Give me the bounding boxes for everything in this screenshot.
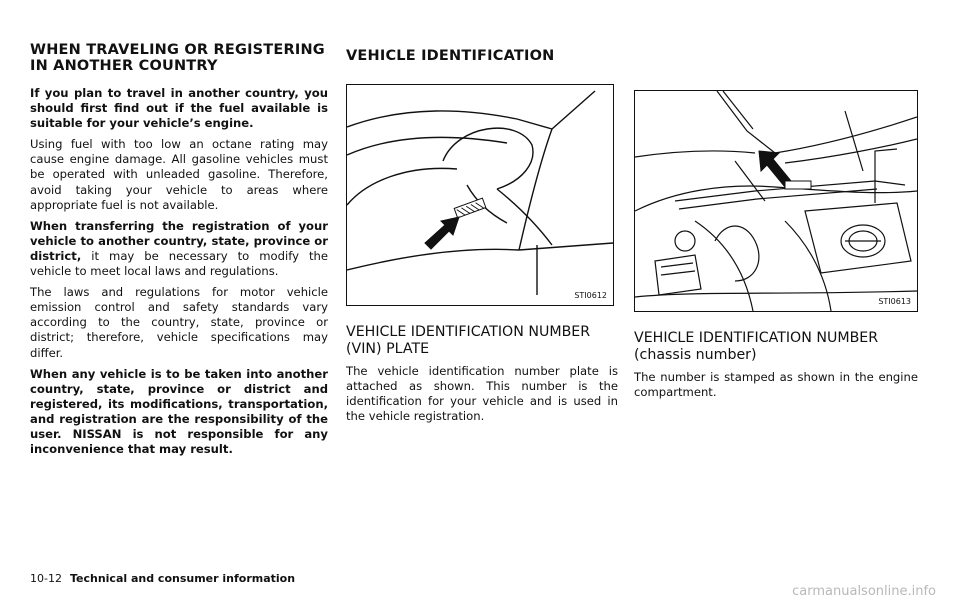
- paragraph-travel-fuel: If you plan to travel in another country, you should first find out if the fuel available is suitable for your vehicle’s engine.: [30, 86, 328, 131]
- subheading-vin-plate-line-2: (VIN) PLATE: [346, 341, 430, 357]
- vin-plate-mark: [454, 198, 486, 218]
- subheading-chassis-line-2: (chassis number): [634, 347, 757, 363]
- right-column: [634, 90, 918, 406]
- paragraph-responsibility: When any vehicle is to be taken into another country, state, province or district and registered, its modifications, transportation, and registration are the responsibility of the user. NISSAN is not responsible for any inconvenience that may result.: [30, 366, 328, 457]
- section-heading-line-2: IN ANOTHER COUNTRY: [30, 58, 218, 74]
- section-heading-vehicle-id: VEHICLE IDENTIFICATION: [346, 48, 555, 64]
- paragraph-registration-bold: When transferring the registration of your vehicle to another country, state, province or district,: [30, 218, 328, 263]
- page-footer: [30, 572, 295, 585]
- watermark: carmanualsonline.info: [792, 584, 936, 599]
- paragraph-vin-plate: The vehicle identification number plate is attached as shown. This number is the identification for your vehicle and is used in the vehicle registration.: [346, 364, 618, 424]
- footer-section-title: Technical and consumer information: [69, 572, 296, 585]
- subheading-vin-plate: [346, 324, 618, 358]
- subheading-chassis-number: [634, 330, 918, 364]
- page-number: 10-12: [30, 572, 62, 585]
- section-heading-line-1: WHEN TRAVELING OR REGISTERING: [30, 42, 325, 58]
- section-heading-travel: [30, 42, 328, 74]
- figure-code: STI0613: [878, 297, 911, 306]
- engine-compartment-drawing: [635, 91, 917, 311]
- subheading-chassis-line-1: VEHICLE IDENTIFICATION NUMBER: [634, 330, 879, 346]
- subheading-vin-plate-line-1: VEHICLE IDENTIFICATION NUMBER: [346, 324, 591, 340]
- paragraph-chassis-number: The number is stamped as shown in the engine compartment.: [634, 370, 918, 400]
- vin-plate-drawing: [347, 85, 613, 305]
- engine-compartment-illustration: [634, 90, 918, 312]
- figure-code: STI0612: [574, 291, 607, 300]
- vin-plate-illustration: [346, 84, 614, 306]
- left-column: [30, 42, 328, 463]
- paragraph-registration: [30, 219, 328, 279]
- arrow-icon: [425, 217, 459, 249]
- paragraph-laws: The laws and regulations for motor vehicle emission control and safety standards vary according to the country, state, province or district; therefore, vehicle specifications may differ.: [30, 285, 328, 360]
- paragraph-octane: Using fuel with too low an octane rating may cause engine damage. All gasoline vehicles must be operated with unleaded gasoline. Therefore, avoid taking your vehicle to areas where appropriate fuel is not available.: [30, 137, 328, 212]
- paragraph-registration-rest: it may be necessary to modify the vehicle to meet local laws and regulations.: [30, 248, 328, 279]
- middle-column: [346, 48, 618, 430]
- chassis-number-mark: [785, 181, 811, 189]
